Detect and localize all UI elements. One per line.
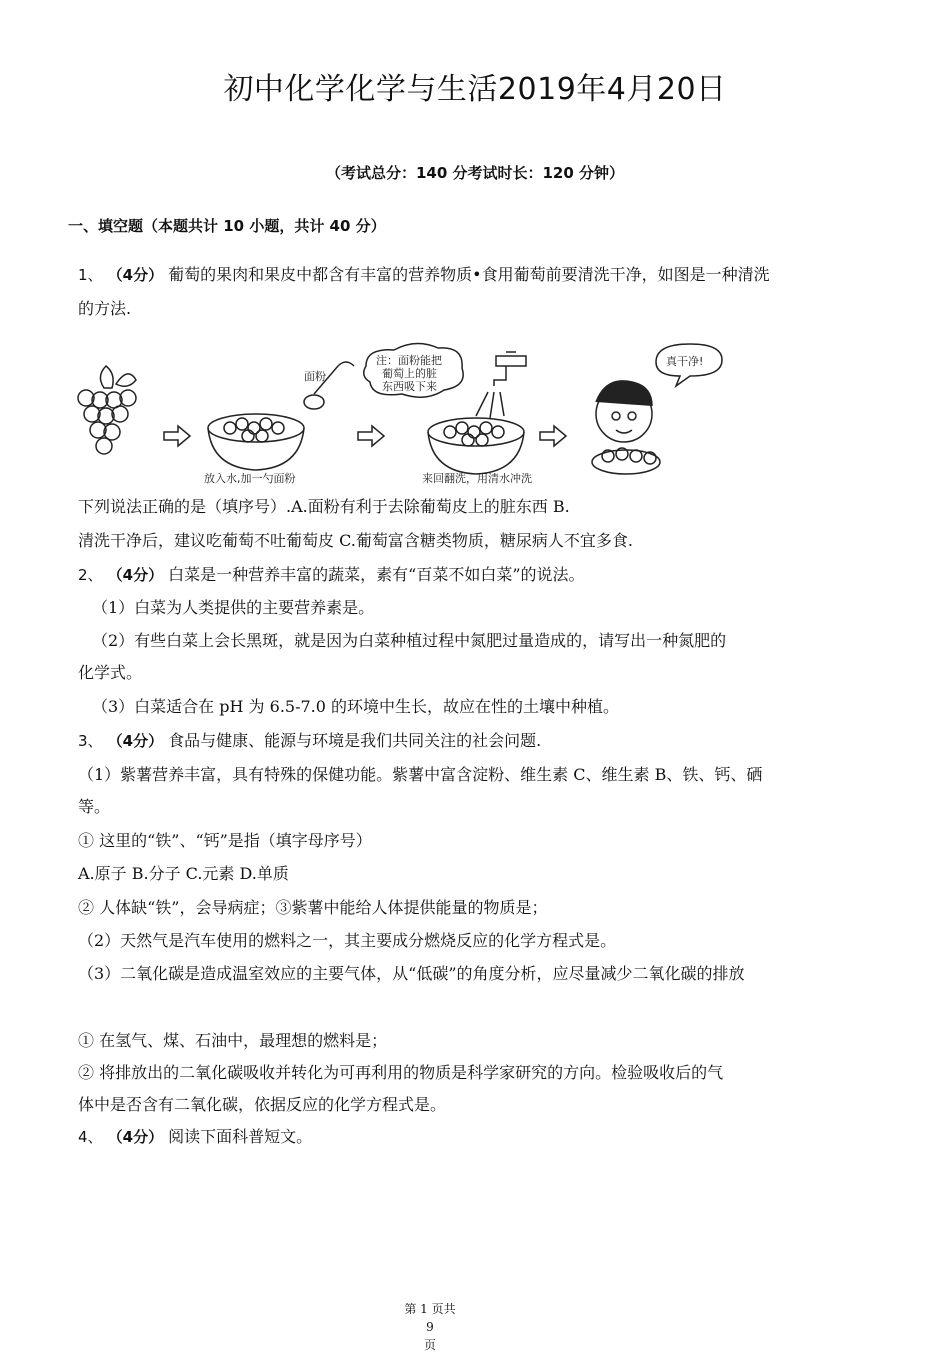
bowl-with-grapes-icon [208, 414, 304, 470]
grape-washing-illustration [76, 336, 736, 486]
question-3-part-3: （3）二氧化碳是造成温室效应的主要气体，从“低碳”的角度分析，应尽量减少二氧化碳的排放 [78, 964, 745, 983]
question-3-part-3-sub-2a: ② 将排放出的二氧化碳吸收并转化为可再利用的物质是科学家研究的方向。检验吸收后的气 [78, 1063, 724, 1082]
child-eating-icon [592, 381, 660, 474]
note-line-1: 注：面粉能把 [376, 354, 442, 367]
question-3-sub-1: ① 这里的“铁”、“钙”是指（填字母序号） [78, 831, 372, 850]
arrow-right-icon [358, 426, 384, 446]
question-1-number: 1、 [78, 266, 103, 284]
faucet-icon [476, 352, 526, 418]
question-3-line-1 [78, 730, 541, 752]
bowl-with-grapes-icon [428, 418, 524, 474]
question-4-text: 阅读下面科普短文。 [168, 1127, 313, 1146]
note-line-2: 葡萄上的脏 [382, 367, 437, 380]
question-1-line-4: 清洗干净后，建议吃葡萄不吐葡萄皮 C.葡萄富含糖类物质，糖尿病人不宜多食. [78, 531, 633, 550]
note-line-3: 东西吸下来 [382, 380, 437, 393]
question-3-text: 食品与健康、能源与环境是我们共同关注的社会问题. [168, 731, 542, 750]
question-3-part-3-sub-2b: 体中是否含有二氧化碳，依据反应的化学方程式是。 [78, 1095, 447, 1114]
question-4-line-1 [78, 1126, 312, 1148]
speech-bubble-text: 真干净! [666, 355, 704, 368]
question-3-number: 3、 [78, 732, 103, 750]
page-title: 初中化学化学与生活2019年4月20日 [223, 72, 727, 107]
question-3-part-1b: 等。 [78, 797, 111, 816]
caption-step-1: 放入水,加一勺面粉 [204, 472, 296, 485]
question-2-part-3: （3）白菜适合在 pH 为 6.5-7.0 的环境中生长，故应在性的土壤中种植。 [92, 697, 620, 716]
page-number-line-1: 第 1 页共 9 [404, 1302, 456, 1334]
caption-step-2: 来回翻洗，用清水冲洗 [422, 472, 532, 485]
question-1-line-3: 下列说法正确的是（填序号）.A.面粉有利于去除葡萄皮上的脏东西 B. [78, 497, 570, 516]
grape-washing-svg [76, 336, 736, 486]
question-3-sub-1-options: A.原子 B.分子 C.元素 D.单质 [78, 864, 289, 883]
question-2-part-2b: 化学式。 [78, 663, 143, 682]
page-number-line-2: 页 [423, 1338, 436, 1352]
question-3-part-1a: （1）紫薯营养丰富，具有特殊的保健功能。紫薯中富含淀粉、维生素 C、维生素 B、铁、钙、硒 [78, 765, 763, 784]
question-3-sub-2: ② 人体缺“铁”，会导病症；③紫薯中能给人体提供能量的物质是； [78, 898, 548, 917]
question-3-part-3-sub-1: ① 在氢气、煤、石油中，最理想的燃料是； [78, 1031, 388, 1050]
question-2-number: 2、 [78, 566, 103, 584]
question-4-score: （4分） [107, 1128, 164, 1146]
question-2-part-2a: （2）有些白菜上会长黑斑，就是因为白菜种植过程中氮肥过量造成的，请写出一种氮肥的 [92, 631, 727, 650]
question-2-line-1 [78, 564, 585, 586]
question-1-score: （4分） [107, 266, 164, 284]
page-footer [400, 1300, 460, 1354]
flour-label: 面粉 [304, 370, 326, 383]
question-1-line-1 [78, 264, 770, 286]
question-1-text: 葡萄的果肉和果皮中都含有丰富的营养物质•食用葡萄前要清洗干净，如图是一种清洗 [168, 265, 770, 284]
question-2-part-1: （1）白菜为人类提供的主要营养素是。 [92, 598, 375, 617]
grape-bunch-icon [78, 366, 136, 454]
arrow-right-icon [164, 426, 190, 446]
question-2-score: （4分） [107, 566, 164, 584]
question-2-text: 白菜是一种营养丰富的蔬菜，素有“百菜不如白菜”的说法。 [168, 565, 585, 584]
question-4-number: 4、 [78, 1128, 103, 1146]
question-1-line-2: 的方法. [78, 299, 132, 318]
section-heading: 一、填空题（本题共计 10 小题，共计 40 分） [68, 217, 386, 235]
question-3-part-2: （2）天然气是汽车使用的燃料之一，其主要成分燃烧反应的化学方程式是。 [78, 931, 617, 950]
exam-info: （考试总分：140 分考试时长：120 分钟） [325, 164, 625, 182]
question-3-score: （4分） [107, 732, 164, 750]
arrow-right-icon [540, 426, 566, 446]
